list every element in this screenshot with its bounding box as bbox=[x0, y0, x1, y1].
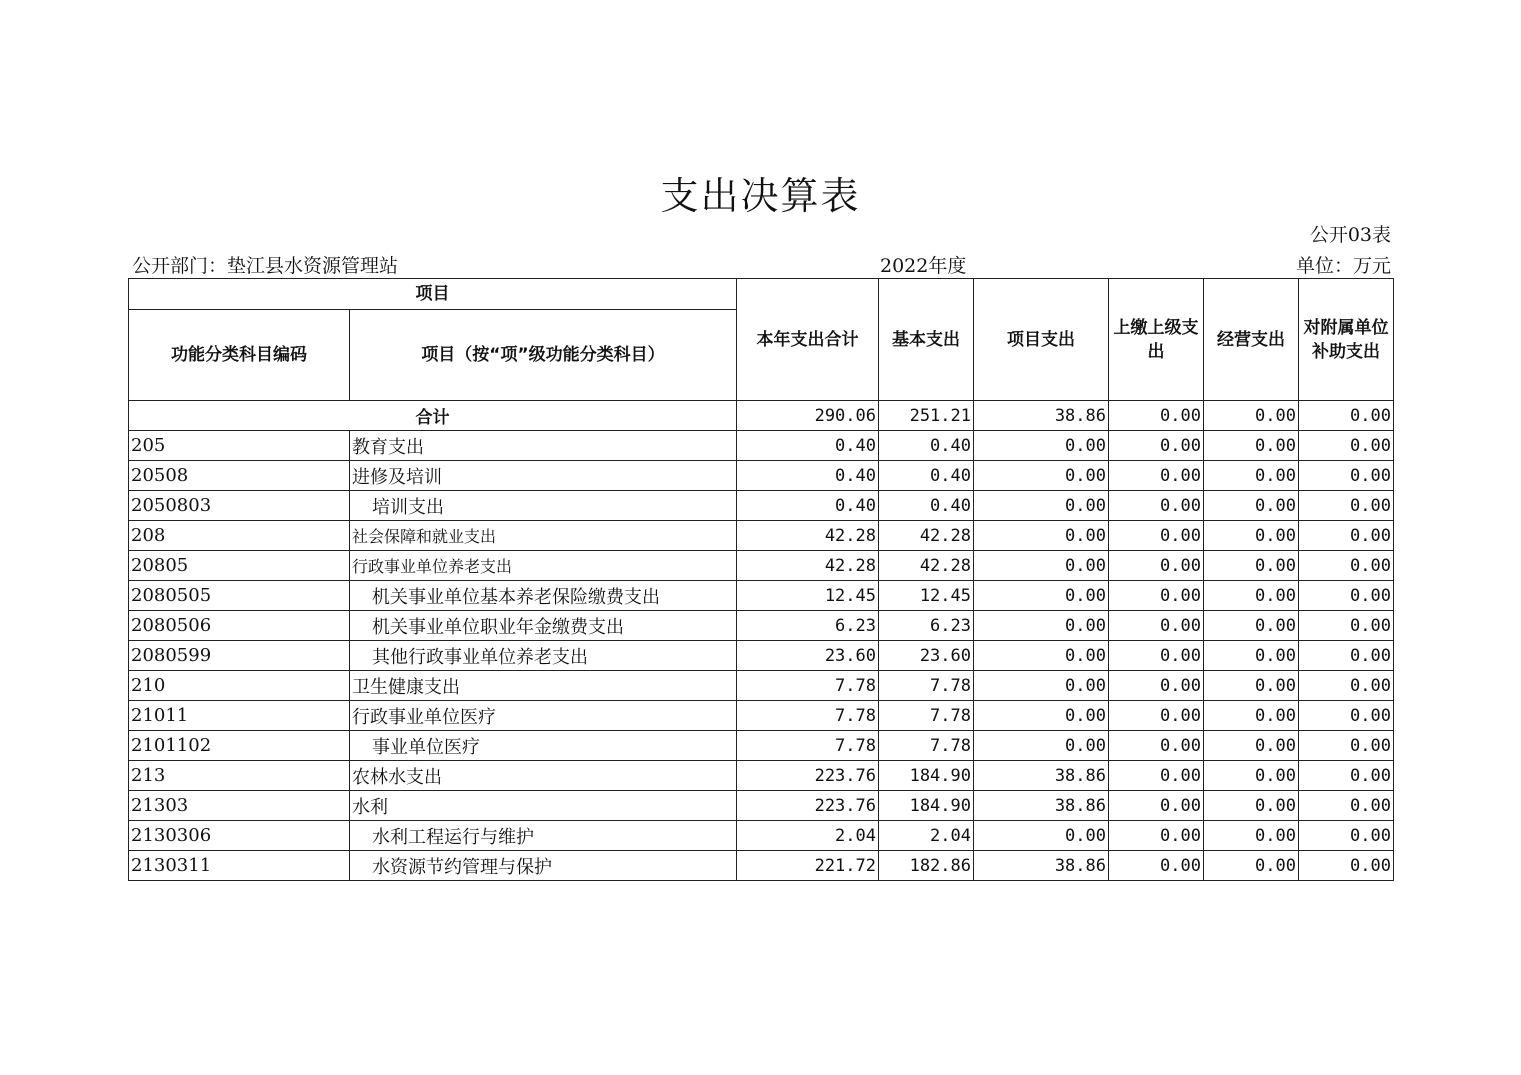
row-total: 7.78 bbox=[737, 701, 879, 731]
row-code: 213 bbox=[129, 761, 350, 791]
header-upper: 上缴上级支出 bbox=[1109, 279, 1204, 401]
row-subsidy: 0.00 bbox=[1299, 791, 1394, 821]
row-name: 社会保障和就业支出 bbox=[350, 521, 737, 551]
row-code: 2080599 bbox=[129, 641, 350, 671]
row-upper: 0.00 bbox=[1109, 641, 1204, 671]
total-basic: 251.21 bbox=[879, 401, 974, 431]
row-name: 行政事业单位养老支出 bbox=[350, 551, 737, 581]
row-project: 0.00 bbox=[974, 491, 1109, 521]
row-total: 0.40 bbox=[737, 461, 879, 491]
table-row bbox=[129, 641, 1394, 671]
row-project: 0.00 bbox=[974, 671, 1109, 701]
row-project: 0.00 bbox=[974, 551, 1109, 581]
row-subsidy: 0.00 bbox=[1299, 821, 1394, 851]
table-row bbox=[129, 821, 1394, 851]
row-business: 0.00 bbox=[1204, 611, 1299, 641]
row-business: 0.00 bbox=[1204, 791, 1299, 821]
row-project: 0.00 bbox=[974, 641, 1109, 671]
row-code: 2080505 bbox=[129, 581, 350, 611]
row-subsidy: 0.00 bbox=[1299, 491, 1394, 521]
expenditure-table bbox=[128, 278, 1394, 881]
header-name: 项目（按“项”级功能分类科目） bbox=[350, 310, 737, 401]
row-business: 0.00 bbox=[1204, 521, 1299, 551]
row-project: 0.00 bbox=[974, 431, 1109, 461]
table-row bbox=[129, 431, 1394, 461]
table-row bbox=[129, 581, 1394, 611]
row-upper: 0.00 bbox=[1109, 821, 1204, 851]
header-project: 项目支出 bbox=[974, 279, 1109, 401]
row-code: 20508 bbox=[129, 461, 350, 491]
row-business: 0.00 bbox=[1204, 761, 1299, 791]
row-name: 机关事业单位职业年金缴费支出 bbox=[350, 611, 737, 641]
row-upper: 0.00 bbox=[1109, 701, 1204, 731]
total-business: 0.00 bbox=[1204, 401, 1299, 431]
row-code: 208 bbox=[129, 521, 350, 551]
table-row bbox=[129, 491, 1394, 521]
row-basic: 0.40 bbox=[879, 431, 974, 461]
row-name: 机关事业单位基本养老保险缴费支出 bbox=[350, 581, 737, 611]
row-project: 0.00 bbox=[974, 581, 1109, 611]
row-upper: 0.00 bbox=[1109, 521, 1204, 551]
row-project: 0.00 bbox=[974, 611, 1109, 641]
row-project: 38.86 bbox=[974, 851, 1109, 881]
total-upper: 0.00 bbox=[1109, 401, 1204, 431]
row-name: 进修及培训 bbox=[350, 461, 737, 491]
row-subsidy: 0.00 bbox=[1299, 701, 1394, 731]
row-subsidy: 0.00 bbox=[1299, 521, 1394, 551]
row-business: 0.00 bbox=[1204, 821, 1299, 851]
row-total: 221.72 bbox=[737, 851, 879, 881]
row-basic: 7.78 bbox=[879, 731, 974, 761]
row-subsidy: 0.00 bbox=[1299, 731, 1394, 761]
row-business: 0.00 bbox=[1204, 431, 1299, 461]
row-basic: 2.04 bbox=[879, 821, 974, 851]
row-total: 6.23 bbox=[737, 611, 879, 641]
header-item-group: 项目 bbox=[129, 279, 737, 310]
total-project: 38.86 bbox=[974, 401, 1109, 431]
row-business: 0.00 bbox=[1204, 731, 1299, 761]
row-basic: 184.90 bbox=[879, 761, 974, 791]
row-basic: 0.40 bbox=[879, 491, 974, 521]
header-total: 本年支出合计 bbox=[737, 279, 879, 401]
table-row bbox=[129, 701, 1394, 731]
row-basic: 0.40 bbox=[879, 461, 974, 491]
row-total: 42.28 bbox=[737, 521, 879, 551]
row-name: 水资源节约管理与保护 bbox=[350, 851, 737, 881]
row-upper: 0.00 bbox=[1109, 551, 1204, 581]
row-name: 行政事业单位医疗 bbox=[350, 701, 737, 731]
total-subsidy: 0.00 bbox=[1299, 401, 1394, 431]
department-label: 公开部门：垫江县水资源管理站 bbox=[132, 255, 399, 277]
row-business: 0.00 bbox=[1204, 671, 1299, 701]
row-upper: 0.00 bbox=[1109, 761, 1204, 791]
header-basic: 基本支出 bbox=[879, 279, 974, 401]
row-total: 0.40 bbox=[737, 491, 879, 521]
row-upper: 0.00 bbox=[1109, 791, 1204, 821]
row-total: 7.78 bbox=[737, 671, 879, 701]
row-code: 2101102 bbox=[129, 731, 350, 761]
row-total: 7.78 bbox=[737, 731, 879, 761]
row-total: 12.45 bbox=[737, 581, 879, 611]
table-row bbox=[129, 851, 1394, 881]
header-subsidy: 对附属单位补助支出 bbox=[1299, 279, 1394, 401]
row-basic: 182.86 bbox=[879, 851, 974, 881]
row-basic: 42.28 bbox=[879, 521, 974, 551]
row-project: 0.00 bbox=[974, 821, 1109, 851]
row-basic: 7.78 bbox=[879, 701, 974, 731]
table-row bbox=[129, 611, 1394, 641]
total-total: 290.06 bbox=[737, 401, 879, 431]
row-name: 教育支出 bbox=[350, 431, 737, 461]
row-code: 2050803 bbox=[129, 491, 350, 521]
row-subsidy: 0.00 bbox=[1299, 551, 1394, 581]
row-name: 水利工程运行与维护 bbox=[350, 821, 737, 851]
row-project: 0.00 bbox=[974, 461, 1109, 491]
table-number: 公开03表 bbox=[1309, 224, 1391, 246]
row-project: 0.00 bbox=[974, 731, 1109, 761]
row-basic: 12.45 bbox=[879, 581, 974, 611]
row-name: 水利 bbox=[350, 791, 737, 821]
table-row bbox=[129, 521, 1394, 551]
row-code: 2130311 bbox=[129, 851, 350, 881]
row-code: 2130306 bbox=[129, 821, 350, 851]
row-upper: 0.00 bbox=[1109, 671, 1204, 701]
table-row bbox=[129, 671, 1394, 701]
row-name: 农林水支出 bbox=[350, 761, 737, 791]
table-row bbox=[129, 551, 1394, 581]
fiscal-year: 2022年度 bbox=[880, 255, 967, 277]
row-basic: 6.23 bbox=[879, 611, 974, 641]
row-business: 0.00 bbox=[1204, 581, 1299, 611]
row-code: 205 bbox=[129, 431, 350, 461]
row-basic: 184.90 bbox=[879, 791, 974, 821]
row-code: 210 bbox=[129, 671, 350, 701]
table-row bbox=[129, 761, 1394, 791]
row-business: 0.00 bbox=[1204, 551, 1299, 581]
row-business: 0.00 bbox=[1204, 701, 1299, 731]
header-business: 经营支出 bbox=[1204, 279, 1299, 401]
row-project: 38.86 bbox=[974, 791, 1109, 821]
table-row bbox=[129, 791, 1394, 821]
row-subsidy: 0.00 bbox=[1299, 431, 1394, 461]
row-upper: 0.00 bbox=[1109, 491, 1204, 521]
row-name: 其他行政事业单位养老支出 bbox=[350, 641, 737, 671]
total-row bbox=[129, 401, 1394, 431]
row-total: 223.76 bbox=[737, 761, 879, 791]
row-total: 0.40 bbox=[737, 431, 879, 461]
row-code: 2080506 bbox=[129, 611, 350, 641]
row-business: 0.00 bbox=[1204, 491, 1299, 521]
row-upper: 0.00 bbox=[1109, 731, 1204, 761]
row-basic: 7.78 bbox=[879, 671, 974, 701]
row-project: 38.86 bbox=[974, 761, 1109, 791]
table-row bbox=[129, 731, 1394, 761]
row-subsidy: 0.00 bbox=[1299, 851, 1394, 881]
row-upper: 0.00 bbox=[1109, 611, 1204, 641]
row-code: 20805 bbox=[129, 551, 350, 581]
row-basic: 23.60 bbox=[879, 641, 974, 671]
page-title: 支出决算表 bbox=[660, 174, 861, 218]
row-name: 事业单位医疗 bbox=[350, 731, 737, 761]
row-business: 0.00 bbox=[1204, 851, 1299, 881]
row-upper: 0.00 bbox=[1109, 581, 1204, 611]
row-upper: 0.00 bbox=[1109, 431, 1204, 461]
header-code: 功能分类科目编码 bbox=[129, 310, 350, 401]
row-subsidy: 0.00 bbox=[1299, 641, 1394, 671]
row-business: 0.00 bbox=[1204, 641, 1299, 671]
total-label: 合计 bbox=[129, 401, 737, 431]
unit-label: 单位：万元 bbox=[1295, 255, 1391, 277]
row-upper: 0.00 bbox=[1109, 851, 1204, 881]
row-project: 0.00 bbox=[974, 701, 1109, 731]
row-business: 0.00 bbox=[1204, 461, 1299, 491]
row-total: 223.76 bbox=[737, 791, 879, 821]
table-row bbox=[129, 461, 1394, 491]
row-subsidy: 0.00 bbox=[1299, 671, 1394, 701]
row-project: 0.00 bbox=[974, 521, 1109, 551]
row-subsidy: 0.00 bbox=[1299, 761, 1394, 791]
row-total: 2.04 bbox=[737, 821, 879, 851]
row-code: 21303 bbox=[129, 791, 350, 821]
row-name: 培训支出 bbox=[350, 491, 737, 521]
row-total: 23.60 bbox=[737, 641, 879, 671]
row-subsidy: 0.00 bbox=[1299, 461, 1394, 491]
row-name: 卫生健康支出 bbox=[350, 671, 737, 701]
row-code: 21011 bbox=[129, 701, 350, 731]
row-subsidy: 0.00 bbox=[1299, 581, 1394, 611]
row-total: 42.28 bbox=[737, 551, 879, 581]
row-basic: 42.28 bbox=[879, 551, 974, 581]
row-upper: 0.00 bbox=[1109, 461, 1204, 491]
row-subsidy: 0.00 bbox=[1299, 611, 1394, 641]
